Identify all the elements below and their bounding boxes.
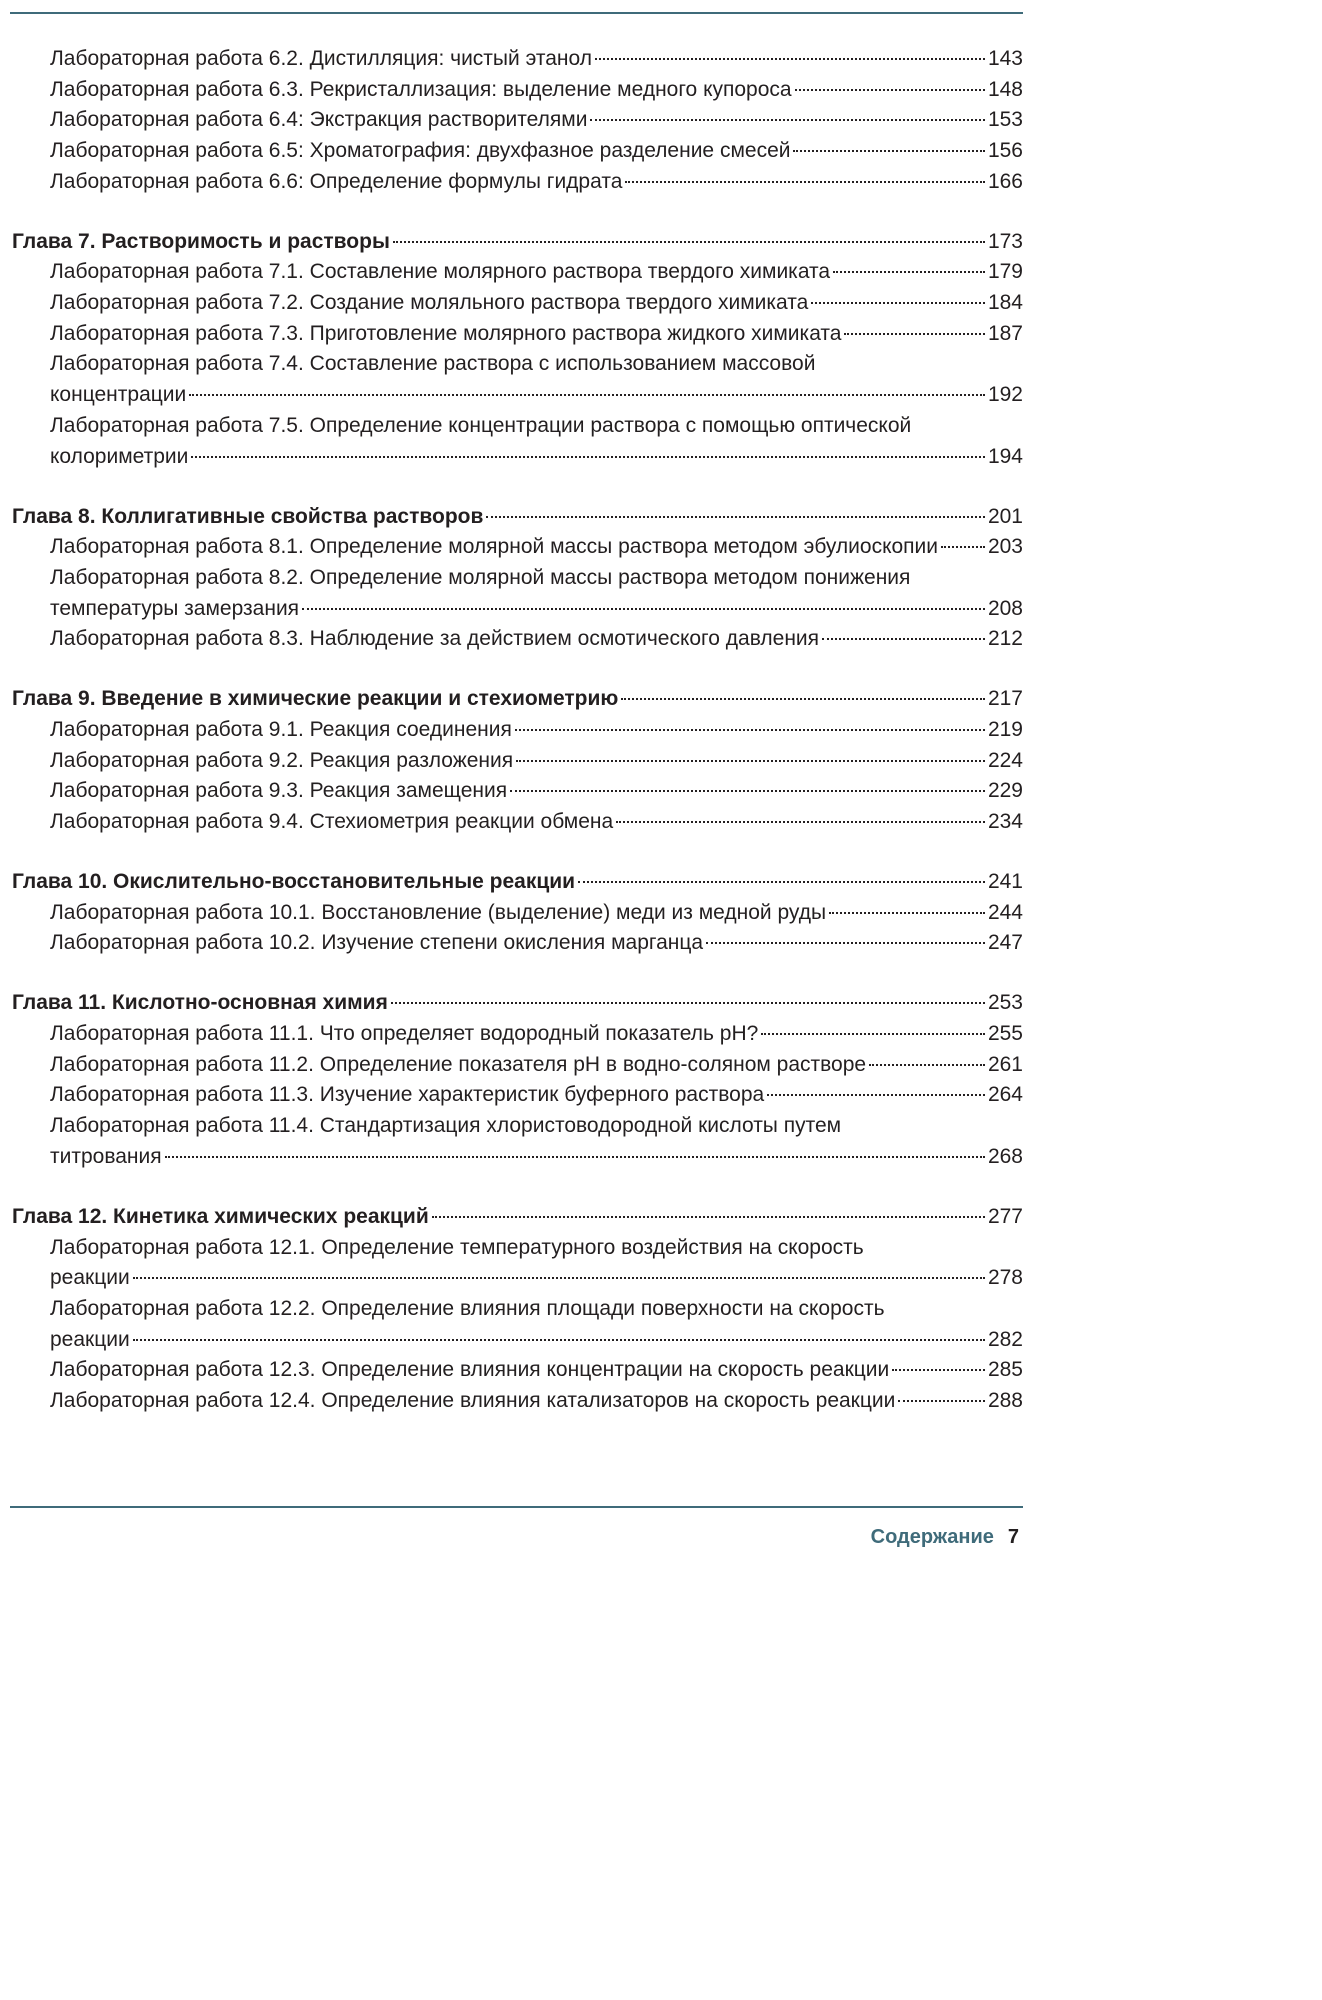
toc-chapter-9[interactable] [12, 684, 1023, 715]
toc-entry-page: 264 [987, 1083, 1023, 1107]
toc-entry-title: реакции [50, 1327, 130, 1351]
toc-entry-title: Лабораторная работа 12.3. Определение влияния концентрации на скорость реакции [50, 1358, 890, 1382]
toc-entry-lab-9-4[interactable] [12, 807, 1023, 838]
dot-leader [515, 729, 985, 731]
dot-leader [133, 1277, 985, 1279]
dot-leader [833, 271, 985, 273]
toc-entry-title-line1: Лабораторная работа 7.4. Составление раствора с использованием массовой [50, 352, 816, 376]
dot-leader [191, 456, 985, 458]
dot-leader [822, 638, 985, 640]
toc-entry-title: Лабораторная работа 6.2. Дистилляция: чистый этанол [50, 47, 592, 70]
toc-entry-lab-7-1[interactable] [12, 257, 1023, 288]
toc-entry-title: колориметрии [50, 444, 189, 468]
toc-entry-page: 187 [987, 321, 1023, 345]
toc-entry-title: Лабораторная работа 12.4. Определение влияния катализаторов на скорость реакции [50, 1389, 896, 1412]
toc-entry-lab-12-3[interactable] [12, 1355, 1023, 1386]
toc-entry-page: 148 [987, 77, 1023, 101]
toc-entry-lab-8-3[interactable] [12, 624, 1023, 655]
toc-entry-page: 184 [987, 291, 1023, 315]
toc-entry-lab-7-5[interactable] [12, 411, 1023, 472]
toc-entry-title: Лабораторная работа 9.2. Реакция разложения [50, 748, 514, 772]
toc-chapter-page: 277 [987, 1204, 1023, 1228]
dot-leader [578, 881, 985, 883]
dot-leader [486, 516, 985, 518]
dot-leader [432, 1216, 985, 1218]
bottom-rule [10, 1506, 1023, 1508]
toc-entry-title: Лабораторная работа 11.3. Изучение характеристик буферного раствора [50, 1083, 765, 1107]
dot-leader [898, 1400, 985, 1402]
toc-entry-page: 179 [987, 260, 1023, 284]
toc-entry-lab-11-1[interactable] [12, 1019, 1023, 1050]
toc-entry-lab-8-2[interactable] [12, 563, 1023, 624]
toc-entry-title: Лабораторная работа 11.1. Что определяет водородный показатель pH? [50, 1022, 759, 1046]
toc-entry-lab-11-4[interactable] [12, 1111, 1023, 1172]
toc-entry-title: Лабораторная работа 6.4: Экстракция растворителями [50, 108, 588, 132]
toc-chapter-title: Глава 11. Кислотно-основная химия [12, 991, 388, 1015]
dot-leader [761, 1033, 985, 1035]
toc-entry-page: 219 [987, 718, 1023, 741]
toc-entry-page: 234 [987, 810, 1023, 834]
toc-entry-title: температуры замерзания [50, 596, 300, 620]
toc-entry-page: 143 [987, 47, 1023, 70]
toc-entry-page: 229 [987, 779, 1023, 803]
dot-leader [302, 608, 985, 610]
toc-entry-lab-9-2[interactable] [12, 746, 1023, 777]
dot-leader [393, 241, 985, 243]
toc-entry-page: 255 [987, 1022, 1023, 1046]
toc-entry-lab-6-6[interactable] [12, 167, 1023, 198]
toc-entry-title: концентрации [50, 383, 187, 407]
toc-chapter-page: 253 [987, 991, 1023, 1015]
dot-leader [941, 546, 985, 548]
dot-leader [189, 394, 985, 396]
toc-entry-title: Лабораторная работа 7.3. Приготовление молярного раствора жидкого химиката [50, 321, 842, 345]
toc-entry-title: Лабораторная работа 9.4. Стехиометрия реакции обмена [50, 810, 614, 834]
toc-entry-lab-6-2[interactable] [12, 44, 1023, 75]
toc-entry-title-line1: Лабораторная работа 11.4. Стандартизация хлористоводородной кислоты путем [50, 1114, 842, 1138]
toc-entry-title: Лабораторная работа 6.5: Хроматография: двухфазное разделение смесей [50, 139, 791, 163]
toc-entry-lab-6-4[interactable] [12, 105, 1023, 136]
dot-leader [811, 302, 985, 304]
toc-chapter-7[interactable] [12, 227, 1023, 258]
toc-entry-page: 244 [987, 900, 1023, 924]
toc-entry-title: Лабораторная работа 8.3. Наблюдение за действием осмотического давления [50, 627, 820, 651]
dot-leader [621, 698, 985, 700]
toc-entry-title: Лабораторная работа 11.2. Определение показателя pH в водно-соляном растворе [50, 1052, 867, 1076]
toc-entry-title: Лабораторная работа 6.6: Определение формулы гидрата [50, 169, 623, 193]
dot-leader [892, 1369, 985, 1371]
dot-leader [616, 821, 985, 823]
toc-entry-lab-9-3[interactable] [12, 776, 1023, 807]
toc-chapter-11[interactable] [12, 988, 1023, 1019]
toc-entry-title: Лабораторная работа 10.2. Изучение степени окисления марганца [50, 931, 704, 955]
page-footer [871, 1523, 1019, 1551]
toc-chapter-title: Глава 9. Введение в химические реакции и стехиометрию [12, 687, 619, 711]
toc-entry-lab-6-5[interactable] [12, 136, 1023, 167]
toc-entry-title: Лабораторная работа 9.1. Реакция соединения [50, 718, 512, 741]
toc-entry-title: реакции [50, 1266, 130, 1290]
toc-chapter-12[interactable] [12, 1202, 1023, 1233]
toc-entry-page: 192 [987, 383, 1023, 407]
dot-leader [133, 1339, 985, 1341]
toc-entry-title-line1: Лабораторная работа 12.2. Определение влияния площади поверхности на скорость [50, 1296, 885, 1320]
dot-leader [516, 760, 985, 762]
toc-entry-lab-10-1[interactable] [12, 898, 1023, 929]
dot-leader [767, 1094, 985, 1096]
table-of-contents [12, 44, 1023, 1417]
toc-entry-title: Лабораторная работа 10.1. Восстановление (выделение) меди из медной руды [50, 900, 827, 924]
toc-chapter-10[interactable] [12, 867, 1023, 898]
toc-chapter-title: Глава 10. Окислительно-восстановительные реакции [12, 870, 576, 894]
toc-chapter-title: Глава 7. Растворимость и растворы [12, 229, 390, 253]
toc-entry-lab-7-2[interactable] [12, 288, 1023, 319]
toc-entry-lab-7-3[interactable] [12, 319, 1023, 350]
toc-entry-page: 288 [987, 1389, 1023, 1412]
toc-entry-lab-8-1[interactable] [12, 532, 1023, 563]
toc-entry-title: Лабораторная работа 7.2. Создание моляльного раствора твердого химиката [50, 291, 809, 315]
toc-chapter-title: Глава 12. Кинетика химических реакций [12, 1204, 429, 1228]
toc-entry-page: 203 [987, 535, 1023, 559]
toc-entry-page: 247 [987, 931, 1023, 955]
toc-entry-lab-10-2[interactable] [12, 928, 1023, 959]
toc-entry-title-line1: Лабораторная работа 8.2. Определение молярной массы раствора методом понижения [50, 565, 911, 589]
toc-entry-title-line1: Лабораторная работа 12.1. Определение температурного воздействия на скорость [50, 1235, 864, 1259]
toc-entry-page: 156 [987, 139, 1023, 163]
dot-leader [793, 150, 984, 152]
dot-leader [625, 181, 985, 183]
toc-entry-page: 268 [987, 1144, 1023, 1168]
toc-entry-title-line1: Лабораторная работа 7.5. Определение концентрации раствора с помощью оптической [50, 413, 912, 437]
toc-entry-page: 285 [987, 1358, 1023, 1382]
dot-leader [844, 333, 984, 335]
toc-entry-title: титрования [50, 1144, 162, 1168]
toc-chapter-8[interactable] [12, 502, 1023, 533]
toc-entry-lab-11-2[interactable] [12, 1050, 1023, 1081]
toc-entry-page: 282 [987, 1327, 1023, 1351]
toc-entry-lab-6-3[interactable] [12, 75, 1023, 106]
toc-entry-lab-7-4[interactable] [12, 349, 1023, 410]
top-rule [10, 12, 1023, 14]
dot-leader [391, 1002, 985, 1004]
toc-entry-page: 224 [987, 748, 1023, 772]
toc-chapter-page: 201 [987, 504, 1023, 528]
toc-entry-page: 278 [987, 1266, 1023, 1290]
toc-entry-title: Лабораторная работа 8.1. Определение молярной массы раствора методом эбулиоскопии [50, 535, 939, 559]
dot-leader [595, 58, 985, 60]
toc-entry-page: 261 [987, 1052, 1023, 1076]
dot-leader [829, 912, 985, 914]
toc-entry-page: 194 [987, 444, 1023, 468]
toc-entry-page: 166 [987, 169, 1023, 193]
dot-leader [869, 1064, 985, 1066]
toc-chapter-page: 217 [987, 687, 1023, 711]
toc-entry-title: Лабораторная работа 7.1. Составление молярного раствора твердого химиката [50, 260, 831, 284]
toc-entry-lab-12-2[interactable] [12, 1294, 1023, 1355]
section-label: Содержание [870, 1526, 994, 1548]
dot-leader [510, 790, 985, 792]
toc-entry-title: Лабораторная работа 9.3. Реакция замещения [50, 779, 508, 803]
toc-chapter-page: 173 [987, 229, 1023, 253]
page-number: 7 [1007, 1526, 1019, 1548]
toc-entry-page: 212 [987, 627, 1023, 651]
dot-leader [165, 1156, 985, 1158]
toc-chapter-page: 241 [987, 870, 1023, 894]
toc-entry-page: 153 [987, 108, 1023, 132]
toc-entry-page: 208 [987, 596, 1023, 620]
toc-chapter-title: Глава 8. Коллигативные свойства растворов [12, 504, 484, 528]
toc-entry-title: Лабораторная работа 6.3. Рекристаллизация: выделение медного купороса [50, 77, 792, 101]
toc-entry-lab-12-4[interactable] [12, 1386, 1023, 1417]
toc-entry-lab-9-1[interactable] [12, 715, 1023, 746]
dot-leader [795, 89, 985, 91]
dot-leader [706, 942, 985, 944]
toc-entry-lab-11-3[interactable] [12, 1080, 1023, 1111]
dot-leader [590, 119, 985, 121]
toc-entry-lab-12-1[interactable] [12, 1233, 1023, 1294]
